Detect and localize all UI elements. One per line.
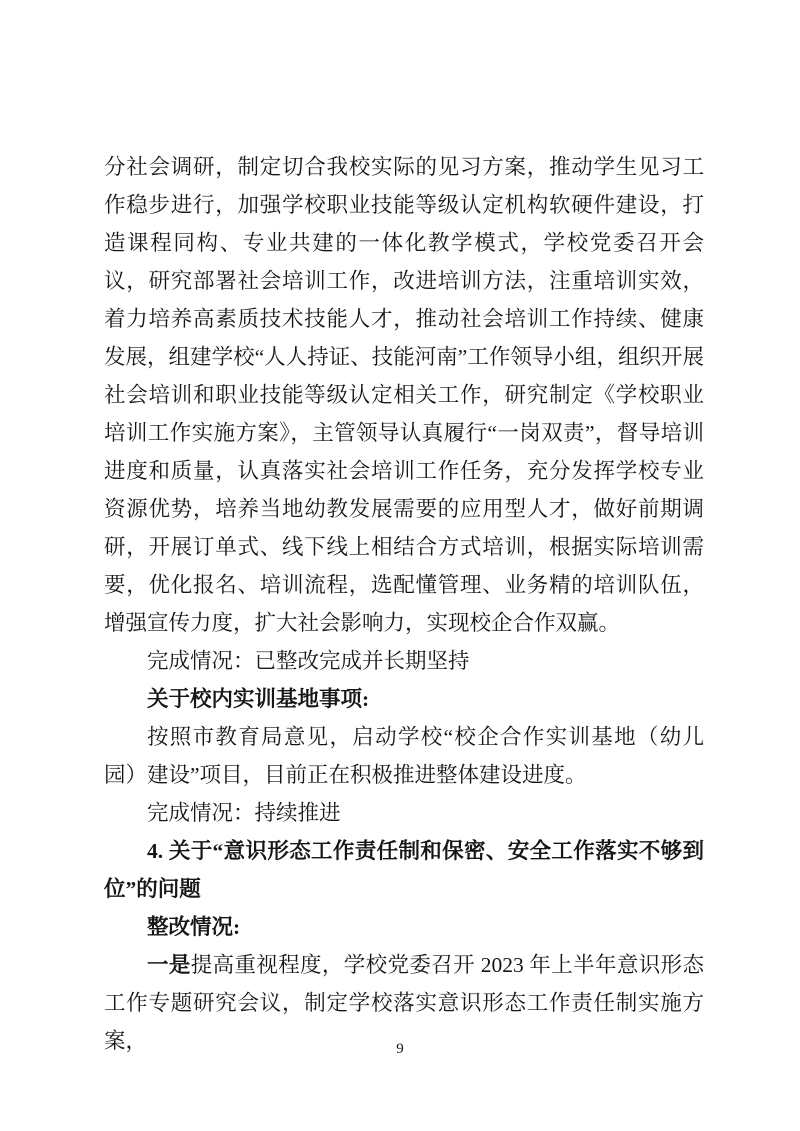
- heading-rectification-status: 整改情况:: [147, 915, 241, 939]
- completion-status-line-1: 完成情况：已整改完成并长期坚持: [147, 649, 470, 673]
- paragraph-training-base-progress: 按照市教育局意见，启动学校“校企合作实训基地（幼儿园）建设”项目，目前正在积极推进整体建设进度。: [104, 725, 704, 787]
- heading-issue-4: 4. 关于“意识形态工作责任制和保密、安全工作落实不够到位”的问题: [104, 839, 704, 901]
- heading-campus-training-base: 关于校内实训基地事项:: [147, 687, 370, 711]
- measure-1-body-text: 提高重视程度，学校党委召开 2023 年上半年意识形态工作专题研究会议，制定学校落实意识形态工作责任制实施方案，: [104, 953, 704, 1053]
- completion-status-line-2: 完成情况：持续推进: [147, 801, 341, 825]
- measure-1-lead-in: 一是: [147, 953, 191, 977]
- document-body: [104, 148, 704, 1060]
- page-number: 9: [396, 1041, 404, 1057]
- paragraph-social-training-continuation: 分社会调研，制定切合我校实际的见习方案，推动学生见习工作稳步进行，加强学校职业技能等级认定机构软硬件建设，打造课程同构、专业共建的一体化教学模式，学校党委召开会议，研究部署社会培训工作，改进培训方法，注重培训实效，着力培养高素质技术技能人才，推动社会培训工作持续、健康发展，组建学校“人人持证、技能河南”工作领导小组，组织开展社会培训和职业技能等级认定相关工作，研究制定《学校职业培训工作实施方案》，主管领导认真履行“一岗双责”，督导培训进度和质量，认真落实社会培训工作任务，充分发挥学校专业资源优势，培养当地幼教发展需要的应用型人才，做好前期调研，开展订单式、线下线上相结合方式培训，根据实际培训需要，优化报名、培训流程，选配懂管理、业务精的培训队伍，增强宣传力度，扩大社会影响力，实现校企合作双赢。: [104, 155, 704, 635]
